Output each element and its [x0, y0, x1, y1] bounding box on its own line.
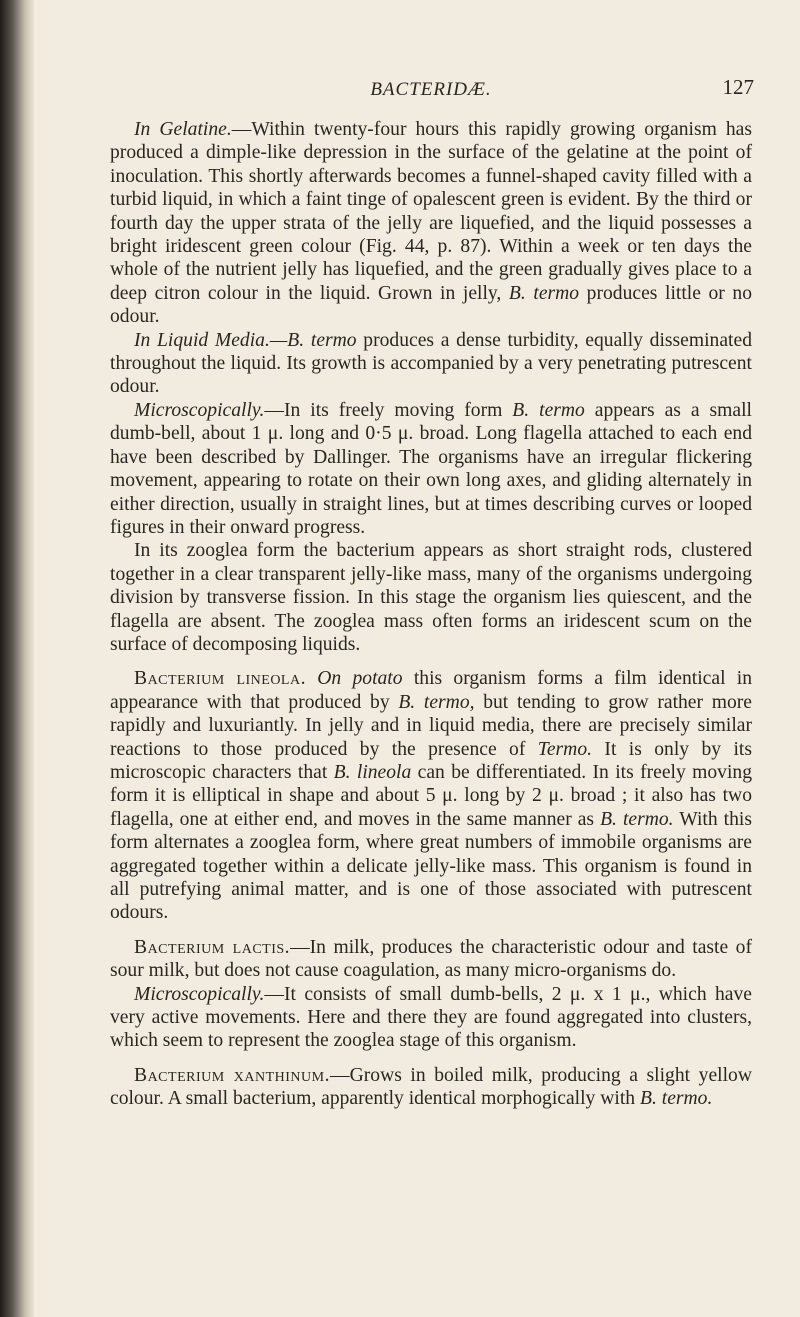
paragraph-text: —In milk, produces the characteristic odour and taste of sour milk, but does not cause coagulation, as many micro-organisms do.	[110, 936, 752, 982]
paragraph-microscopically	[110, 399, 752, 539]
paragraph-text: With this form alternates a zooglea form, where great numbers of immobile organisms are aggregated together within a delicate jelly-like mass. This organism is found in all putrefying animal matter, and is one of those associated with putrescent odours.	[110, 808, 752, 924]
paragraph-bacterium-lineola	[110, 667, 752, 924]
page-number: 127	[722, 75, 754, 99]
paragraph-text: —In its freely moving form	[264, 399, 513, 421]
paragraph-bacterium-lactis	[110, 936, 752, 983]
paragraph-text: this organism forms a film identical in appearance with that produced by	[110, 668, 753, 713]
paragraph-text: —Within twenty-four hours this rapidly growing organism has produced a dimple-like depression in the surface of the gelatine at the point of inoculation. This shortly afterwards becomes a funnel-shaped cavity filled with a turbid liquid, in which a faint tinge of opalescent green is evident. By the third or fourth day the upper strata of the jelly are liquefied, and the liquid possesses a bright iridescent green colour (Fig. 44, p. 87). Within a week or ten days the whole of the nutrient jelly has liquefied, and the green gradually gives place to a deep citron colour in the liquid. Grown in jelly,	[110, 119, 752, 304]
paragraph-lead: On potato	[317, 668, 403, 690]
page-content	[110, 75, 754, 1111]
species-name: B. termo.	[640, 1088, 713, 1110]
paragraph-zooglea	[110, 539, 752, 656]
paragraph-text: produces little or no odour.	[110, 282, 752, 328]
section-heading: Bacterium xanthinum.	[134, 1064, 330, 1086]
paragraph-liquid-media	[110, 329, 752, 399]
paragraph-lead: Microscopically.	[134, 399, 265, 421]
book-binding-shadow	[0, 0, 34, 1317]
species-name: B. termo.	[600, 808, 674, 830]
section-heading: Bacterium lactis.	[134, 936, 291, 958]
paragraph-lead: In Gelatine.	[134, 119, 232, 140]
species-name: Termo.	[537, 738, 593, 760]
paragraph-text: —It consists of small dumb-bells, 2 μ. x 1 μ., which have very active movements. Here and there they are found aggregated into clusters, which seem to represent the zooglea stage of this organism.	[110, 983, 752, 1052]
paragraph-lead: In Liquid Media.—B. termo	[134, 329, 357, 351]
species-name: B. lineola	[333, 761, 412, 783]
running-header	[110, 75, 754, 118]
paragraph-text: but tending to grow rather more rapidly and luxuriantly. In jelly and in liquid media, there are precisely similar reactions to those produced by the presence of	[110, 691, 752, 760]
paragraph-text: appears as a small dumb-bell, about 1 μ. long and 0·5 μ. broad. Long flagella attached to each end have been described by Dallinger. The organisms have an irregular flickering movement, appearing to rotate on their own long axes, and gliding alternately in either direction, usually in straight lines, but at times describing curves or looped figures in their onward progress.	[110, 399, 752, 538]
paragraph-microscopically-lactis	[110, 983, 752, 1053]
paragraph-text	[306, 668, 317, 689]
paragraph-text: can be differentiated. In its freely moving form it is elliptical in shape and about 5 μ. long by 2 μ. broad ; it also has two flagella, one at either end, and moves in the same manner as	[110, 761, 753, 830]
species-name: B. termo,	[398, 691, 475, 713]
section-heading: Bacterium lineola.	[134, 668, 306, 690]
running-title: BACTERIDÆ.	[370, 79, 492, 100]
species-name: B. termo	[512, 399, 585, 421]
paragraph-lead: Microscopically.	[134, 983, 265, 1005]
paragraph-text: It is only by its microscopic characters that	[110, 738, 752, 783]
paragraph-in-gelatine	[110, 118, 752, 329]
paragraph-text: produces a dense turbidity, equally disseminated throughout the liquid. Its growth is accompanied by a very penetrating putrescent odour.	[110, 329, 752, 398]
species-name: B. termo	[508, 282, 580, 304]
paragraph-text: —Grows in boiled milk, producing a slight yellow colour. A small bacterium, apparently identical morphogically with	[110, 1064, 752, 1110]
paragraph-text: In its zooglea form the bacterium appears as short straight rods, clustered together in a clear transparent jelly-like mass, many of the organisms undergoing division by transverse fission. In this stage the organism lies quiescent, and the flagella are absent. The zooglea mass often forms an iridescent scum on the surface of decomposing liquids.	[110, 540, 752, 655]
paragraph-bacterium-xanthinum	[110, 1064, 752, 1111]
